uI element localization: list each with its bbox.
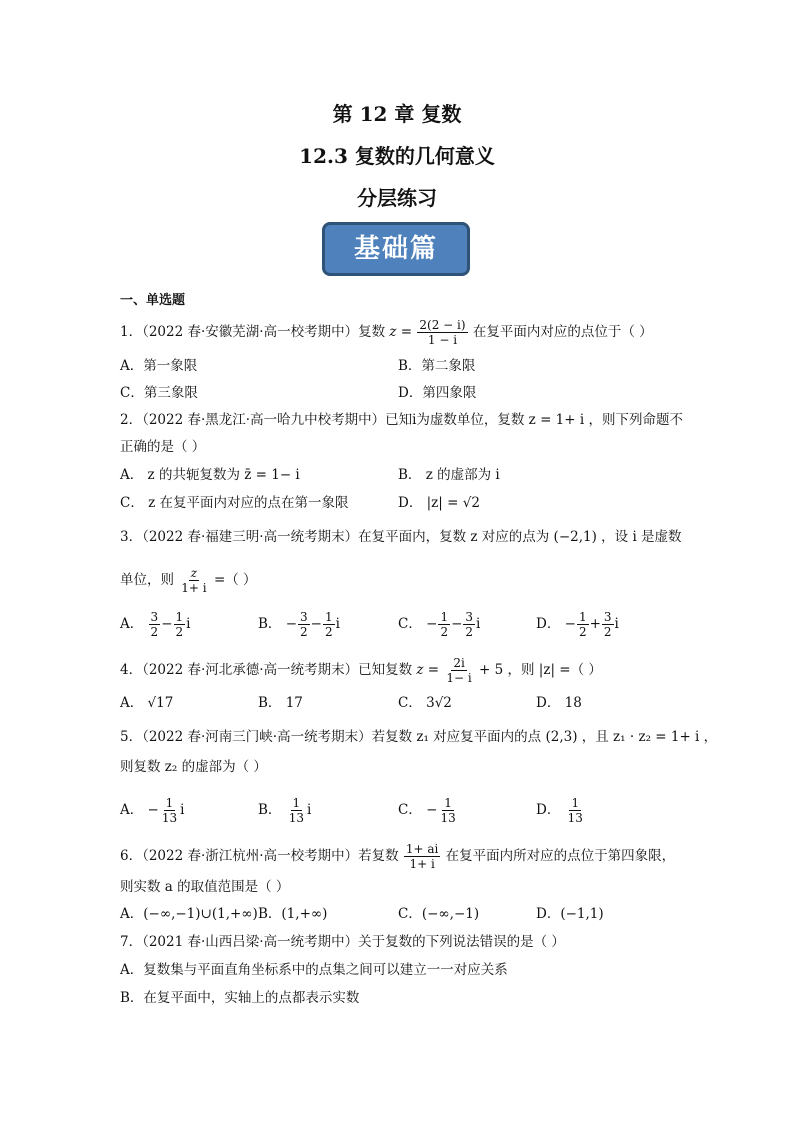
q5-d-label: D． xyxy=(536,802,561,818)
q7-option-a: A．复数集与平面直角坐标系中的点集之间可以建立一一对应关系 xyxy=(120,962,508,978)
q3-c-i: i xyxy=(476,616,481,632)
q1-option-a: A．第一象限 xyxy=(120,358,198,374)
q3-a-frac1 xyxy=(149,610,161,639)
q4-stem: 4．（2022 春·河北承德·高一统考期末）已知复数 xyxy=(120,662,413,678)
q4-fraction xyxy=(444,656,473,685)
q3-option-c xyxy=(398,610,480,639)
q5-option-c xyxy=(398,796,459,825)
q5-c-frac xyxy=(438,796,457,825)
q3-c-label: C． xyxy=(398,616,422,632)
q5-a-label: A． xyxy=(120,802,144,818)
q1-tail: 在复平面内对应的点位于（ ） xyxy=(472,324,653,340)
q3-b-op: − xyxy=(310,616,322,632)
q6-option-a: A．(−∞,−1)∪(1,+∞) xyxy=(120,906,258,922)
q3-a-d1: 2 xyxy=(150,625,159,639)
q5-d-num: 1 xyxy=(571,796,580,810)
q5-a-num: 1 xyxy=(165,796,174,810)
q3-option-a xyxy=(120,610,190,639)
q3-d-d2: 2 xyxy=(603,625,612,639)
q5-a-sign: − xyxy=(147,802,159,818)
q6-option-d: D．(−1,1) xyxy=(536,906,604,922)
q4-den: 1− i xyxy=(446,671,472,685)
q3-b-n2: 1 xyxy=(324,610,333,624)
q4-option-b: B． 17 xyxy=(258,695,303,711)
q3-d-frac1 xyxy=(577,610,589,639)
question-3-line2 xyxy=(120,566,257,595)
question-7: 7．（2021 春·山西吕梁·高一统考期中）关于复数的下列说法错误的是（ ） xyxy=(120,934,565,950)
q3-stem2: 单位，则 xyxy=(120,572,174,588)
q3-b-label: B． xyxy=(258,616,282,632)
q5-c-num: 1 xyxy=(444,796,452,810)
q1-z: z = xyxy=(389,324,413,340)
q2-option-a: A． z 的共轭复数为 z̄ = 1− i xyxy=(120,467,300,483)
q3-c-n1: 1 xyxy=(440,610,449,624)
q3-c-op: − xyxy=(451,616,463,632)
q6-den: 1+ i xyxy=(409,857,435,871)
q5-b-den: 13 xyxy=(288,811,304,825)
q3-c-frac1 xyxy=(438,610,450,639)
q3-c-d1: 2 xyxy=(440,625,449,639)
q3-c-n2: 3 xyxy=(465,610,474,624)
q3-option-d xyxy=(536,610,619,639)
q4-option-c: C． 3√2 xyxy=(398,695,452,711)
q3-d-n2: 3 xyxy=(603,610,612,624)
q4-option-a: A． √17 xyxy=(120,695,174,711)
q3-a-d2: 2 xyxy=(175,625,184,639)
q3-d-n1: 1 xyxy=(578,610,587,624)
q6-option-c: C．(−∞,−1) xyxy=(398,906,480,922)
q4-tail: + 5 ，则 |z| =（ ） xyxy=(479,662,602,678)
section-label: 一、单选题 xyxy=(120,293,186,308)
q5-option-a xyxy=(120,796,184,825)
level-badge: 基础篇 xyxy=(322,222,470,276)
question-5-line1: 5．（2022 春·河南三门峡·高一统考期末）若复数 z₁ 对应复平面内的点 (2,3) ，且 z₁ · z₂ = 1+ i ， xyxy=(120,729,718,745)
q5-a-i: i xyxy=(180,802,185,818)
q3-d-label: D． xyxy=(536,616,561,632)
q3-b-frac1 xyxy=(298,610,310,639)
q6-stem: 6．（2022 春·浙江杭州·高一校考期中）若复数 xyxy=(120,848,399,864)
q1-fraction xyxy=(417,318,467,347)
question-4 xyxy=(120,656,602,685)
question-1 xyxy=(120,318,653,347)
q5-a-den: 13 xyxy=(161,811,178,825)
q5-b-num: 1 xyxy=(292,796,301,810)
q6-num: 1+ ai xyxy=(405,842,439,856)
q2-option-d: D． |z| = √2 xyxy=(398,495,480,511)
q3-option-b xyxy=(258,610,340,639)
q3-b-i: i xyxy=(335,616,340,632)
q6-tail: 在复平面内所对应的点位于第四象限， xyxy=(445,848,676,864)
q3-num: z xyxy=(190,566,198,580)
question-3-line1: 3．（2022 春·福建三明·高一统考期末）在复平面内，复数 z 对应的点为 (−2,1) ，设 i 是虚数 xyxy=(120,529,682,545)
section-title: 12.3 复数的几何意义 xyxy=(299,144,495,168)
q3-den: 1+ i xyxy=(181,581,207,595)
q5-b-i: i xyxy=(307,802,312,818)
q5-b-frac xyxy=(287,796,306,825)
q1-den: 1 − i xyxy=(427,333,458,347)
q1-option-d: D．第四象限 xyxy=(398,385,477,401)
question-6-line2: 则实数 a 的取值范围是（ ） xyxy=(120,879,290,895)
question-2-line1: 2．（2022 春·黑龙江·高一哈九中校考期中）已知i为虚数单位，复数 z = 1+ i ，则下列命题不 xyxy=(120,412,683,428)
q6-option-b: B．(1,+∞) xyxy=(258,906,328,922)
q3-fraction xyxy=(179,566,208,595)
q5-d-den: 13 xyxy=(567,811,583,825)
q1-num: 2(2 − i) xyxy=(419,318,466,332)
q5-c-den: 13 xyxy=(440,811,456,825)
question-2-line2: 正确的是（ ） xyxy=(120,439,206,455)
q5-b-label: B． xyxy=(258,802,282,818)
q1-stem: 1．（2022 春·安徽芜湖·高一校考期中）复数 xyxy=(120,324,386,340)
q3-a-op: − xyxy=(161,616,173,632)
q3-d-d1: 2 xyxy=(578,625,587,639)
q3-c-d2: 2 xyxy=(465,625,474,639)
q3-a-n1: 3 xyxy=(150,610,159,624)
q3-b-d2: 2 xyxy=(324,625,333,639)
question-5-line2: 则复数 z₂ 的虚部为（ ） xyxy=(120,759,267,775)
q2-option-b: B． z 的虚部为 i xyxy=(398,467,500,483)
q3-d-frac2 xyxy=(602,610,614,639)
q7-option-b: B．在复平面中，实轴上的点都表示实数 xyxy=(120,990,360,1006)
question-6-line1 xyxy=(120,842,675,871)
q3-b-sign: − xyxy=(285,616,298,632)
chapter-title: 第 12 章 复数 xyxy=(332,102,462,126)
q3-a-i: i xyxy=(186,616,191,632)
q3-d-op: + xyxy=(589,616,601,632)
q3-a-n2: 1 xyxy=(175,610,184,624)
q1-option-c: C．第三象限 xyxy=(120,385,198,401)
q4-z: z = xyxy=(416,662,440,678)
q5-option-d xyxy=(536,796,586,825)
q3-d-sign: − xyxy=(564,616,576,632)
q3-c-sign: − xyxy=(426,616,438,632)
q3-b-frac2 xyxy=(323,610,335,639)
q4-num: 2i xyxy=(453,656,465,670)
q6-fraction xyxy=(404,842,441,871)
q4-option-d: D． 18 xyxy=(536,695,582,711)
q3-b-d1: 2 xyxy=(300,625,308,639)
q5-a-frac xyxy=(160,796,179,825)
q5-d-frac xyxy=(566,796,585,825)
q3-b-n1: 3 xyxy=(300,610,308,624)
q3-tail: =（ ） xyxy=(213,572,257,588)
q3-a-label: A． xyxy=(120,616,144,632)
q3-d-i: i xyxy=(614,616,619,632)
q5-c-sign: − xyxy=(426,802,438,818)
q2-option-c: C． z 在复平面内对应的点在第一象限 xyxy=(120,495,349,511)
q3-a-frac2 xyxy=(174,610,186,639)
subtitle: 分层练习 xyxy=(357,186,437,210)
q1-option-b: B．第二象限 xyxy=(398,358,476,374)
q5-c-label: C． xyxy=(398,802,422,818)
q3-c-frac2 xyxy=(463,610,475,639)
q5-option-b xyxy=(258,796,311,825)
